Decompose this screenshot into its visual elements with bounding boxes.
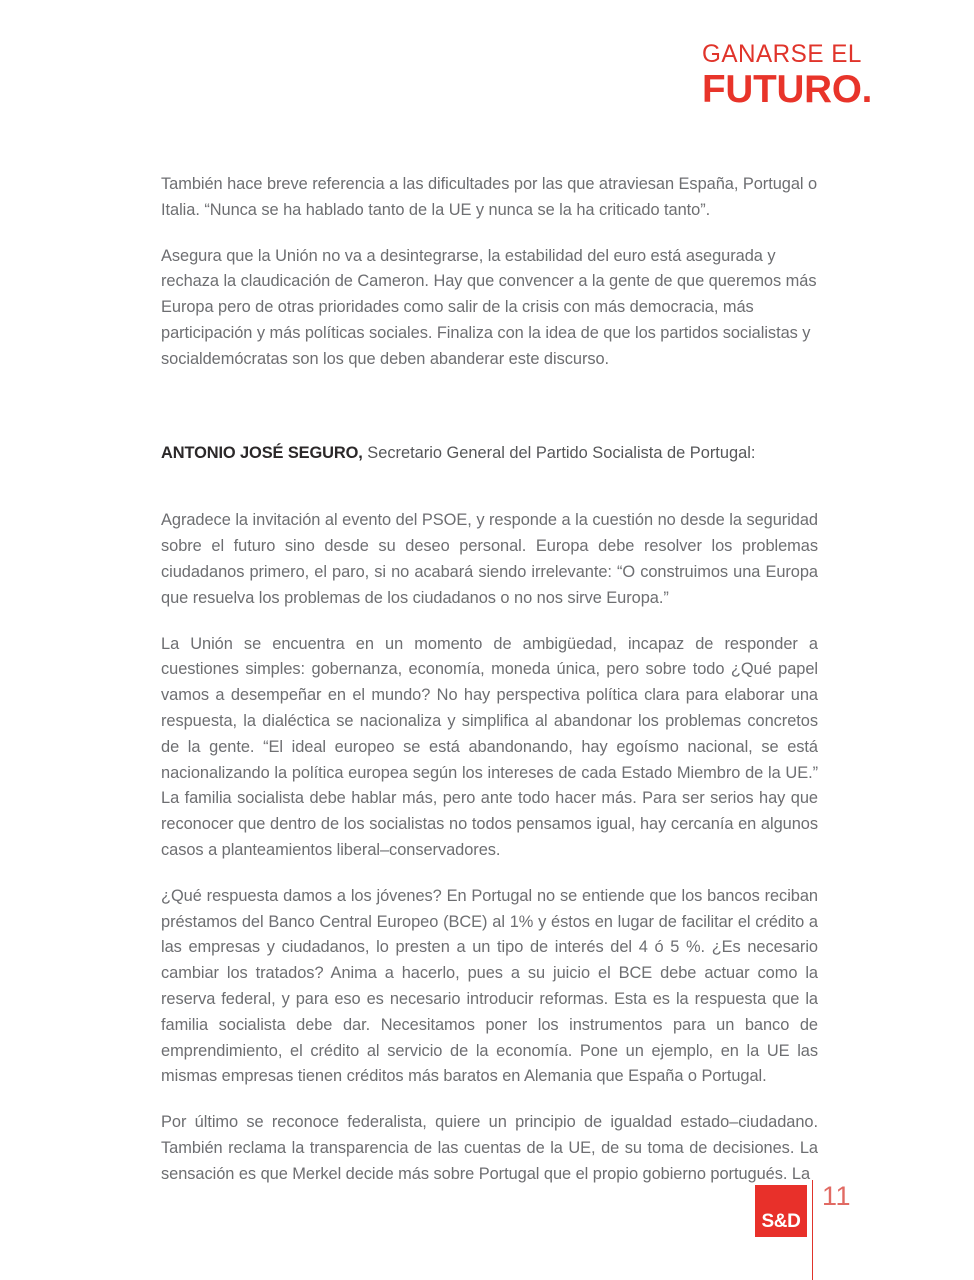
page-number: 11	[822, 1181, 852, 1211]
paragraph-speech-4: Por último se reconoce federalista, quiere un principio de igualdad estado–ciudadano. También reclama la transparencia de las cuentas de la UE, de su toma de decisiones. La sensación es que Merkel decide más sobre Portugal que el propio gobierno portugués. La	[161, 1113, 818, 1183]
paragraph-speech-3: ¿Qué respuesta damos a los jóvenes? En Portugal no se entiende que los bancos reciban préstamos del Banco Central Europeo (BCE) al 1% y éstos en lugar de facilitar el crédito a las empresas y ciudadanos, lo presten a un tipo de interés del 4 ó 5 %. ¿Es necesario cambiar los tratados? Anima a hacerlo, pues a su juicio el BCE debe actuar como la reserva federal, y para eso es necesario introducir reformas. Esta es la respuesta que la familia socialista debe dar. Necesitamos poner los instrumentos para un banco de emprendimiento, el crédito al servicio de la economía. Pone un ejemplo, en la UE las mismas empresas tienen créditos más baratos en Alemania que España o Portugal.	[161, 886, 818, 1086]
brand-logo	[702, 42, 874, 109]
text-column	[161, 172, 818, 1188]
spacer-before-speaker	[161, 393, 818, 441]
brand-line-futuro: FUTURO.	[702, 68, 873, 111]
footer-divider	[812, 1180, 813, 1280]
sd-logo-label: S&D	[761, 1211, 801, 1232]
paragraph-intro-2: Asegura que la Unión no va a desintegrarse, la estabilidad del euro está asegurada y rechaza la claudicación de Cameron. Hay que convencer a la gente de que queremos más Europa pero de otras prioridades como salir de la crisis con más democracia, más participación y más políticas sociales. Finaliza con la idea de que los partidos socialistas y socialdemócratas son los que deben abanderar este discurso.	[161, 246, 817, 368]
paragraph-intro-1: También hace breve referencia a las dificultades por las que atraviesan España, Portugal o Italia. “Nunca se ha hablado tanto de la UE y nunca se la ha criticado tanto”.	[161, 175, 818, 219]
page-footer	[0, 1180, 974, 1280]
speaker-name: ANTONIO JOSÉ SEGURO,	[161, 443, 363, 462]
speaker-heading	[161, 441, 818, 467]
brand-line-ganarse-el: GANARSE EL	[702, 40, 862, 68]
speaker-role: Secretario General del Partido Socialista de Portugal:	[362, 443, 756, 462]
sd-logo	[755, 1185, 807, 1237]
paragraph-speech-1: Agradece la invitación al evento del PSOE, y responde a la cuestión no desde la seguridad sobre el futuro sino desde su deseo personal. Europa debe resolver los problemas ciudadanos primero, el paro, si no acabará siendo irrelevante: “O construimos una Europa que resuelva los problemas de los ciudadanos o no nos sirve Europa.”	[161, 511, 818, 607]
spacer-after-speaker	[161, 466, 818, 508]
paragraph-speech-2: La Unión se encuentra en un momento de ambigüedad, incapaz de responder a cuestiones simples: gobernanza, economía, moneda única, pero sobre todo ¿Qué papel vamos a desempeñar en el mundo? No hay perspectiva política clara para elaborar una respuesta, la dialéctica se nacionaliza y simplifica al abandonar los problemas concretos de la gente. “El ideal europeo se está abandonando, hay egoísmo nacional, se está nacionalizando la política europea según los intereses de cada Estado Miembro de la UE.” La familia socialista debe hablar más, pero ante todo hacer más. Para ser serios hay que reconocer que dentro de los socialistas no todos pensamos igual, hay cercanía en algunos casos a planteamientos liberal–conservadores.	[161, 634, 818, 859]
